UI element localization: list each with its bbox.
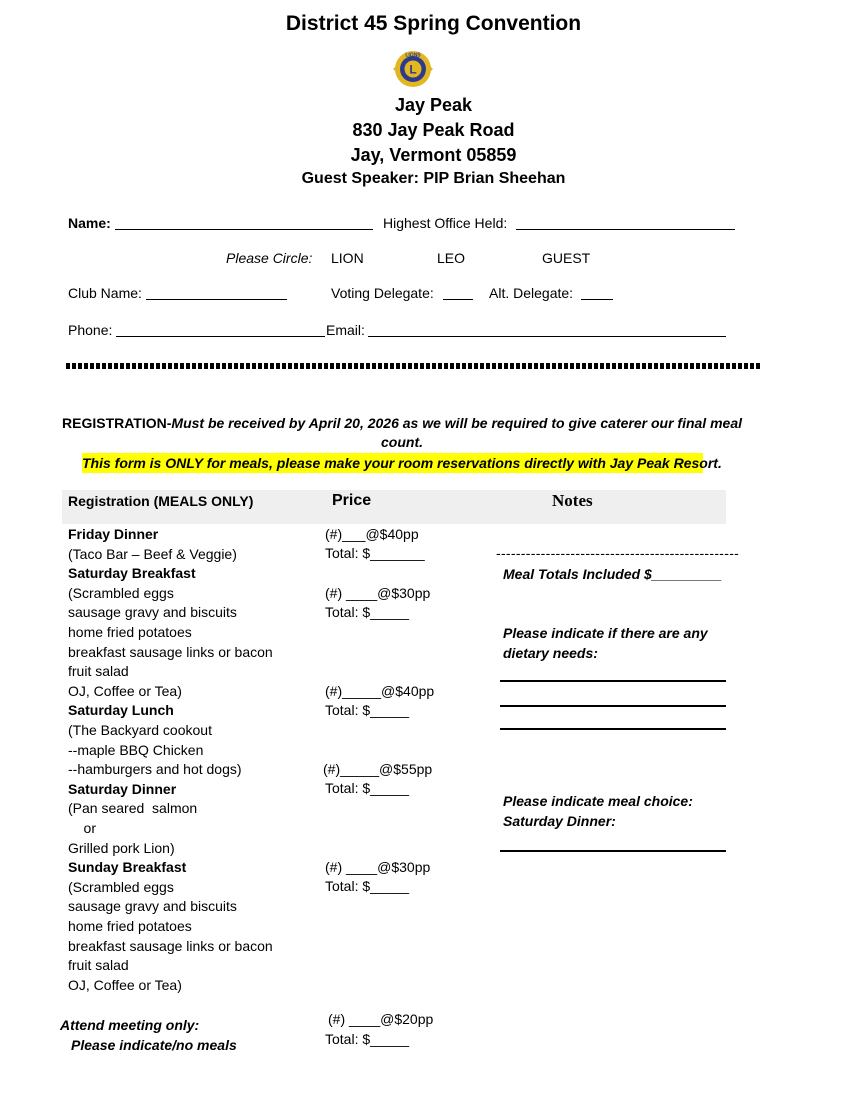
meal-item: home fried potatoes	[68, 918, 192, 934]
cut-line-divider	[66, 363, 762, 369]
price-friday-dinner-qty[interactable]: (#)___@$40pp	[325, 526, 419, 542]
meal-item: home fried potatoes	[68, 624, 192, 640]
venue-address: 830 Jay Peak Road	[352, 120, 515, 140]
meal-item: OJ, Coffee or Tea)	[68, 682, 182, 699]
meal-heading: Friday Dinner	[68, 526, 159, 542]
lions-logo	[390, 48, 436, 90]
meal-heading: Saturday Breakfast	[68, 565, 196, 582]
dietary-line-2[interactable]	[500, 705, 726, 707]
phone-label: Phone:	[68, 322, 113, 338]
dietary-needs-label: Please indicate if there are any dietary needs:	[503, 625, 708, 661]
circle-option-lion[interactable]: LION	[331, 250, 364, 266]
price-sun-breakfast-qty[interactable]: (#) ____@$30pp	[325, 859, 431, 875]
meal-choice-line[interactable]	[500, 850, 726, 852]
meal-item: or	[68, 820, 97, 836]
meal-choice-sat-dinner-label: Saturday Dinner:	[503, 813, 616, 829]
meal-item: OJ, Coffee or Tea)	[68, 976, 182, 993]
meal-item: (Scrambled eggs	[68, 878, 174, 895]
alt-field[interactable]	[581, 299, 613, 300]
attend-only-label: Attend meeting only:	[60, 1017, 200, 1033]
email-field[interactable]	[368, 336, 726, 337]
price-sat-breakfast-qty[interactable]: (#) ____@$30pp	[325, 585, 431, 601]
meal-item: --hamburgers and hot dogs)	[68, 761, 242, 778]
email-label: Email:	[326, 322, 365, 338]
meal-item: fruit salad	[68, 957, 129, 974]
meal-item: --maple BBQ Chicken	[68, 741, 204, 758]
col-header-registration: Registration (MEALS ONLY)	[68, 493, 254, 509]
meal-choice-label: Please indicate meal choice:	[503, 793, 693, 809]
meal-item: (The Backyard cookout	[68, 722, 212, 738]
meal-item: sausage gravy and biscuits	[68, 604, 237, 621]
club-label: Club Name:	[68, 285, 142, 301]
meal-item: breakfast sausage links or bacon	[68, 937, 273, 954]
meal-heading: Sunday Breakfast	[68, 859, 187, 876]
meal-item: breakfast sausage links or bacon	[68, 643, 273, 660]
name-field[interactable]	[115, 229, 373, 230]
attend-no-meals-label: Please indicate/no meals	[71, 1037, 237, 1053]
office-field[interactable]	[516, 229, 735, 230]
price-attend-total[interactable]: Total: $_____	[325, 1031, 410, 1047]
price-friday-dinner-total[interactable]: Total: $_______	[325, 545, 425, 561]
logo-text: LIONS	[405, 52, 421, 59]
circle-label: Please Circle:	[226, 250, 313, 266]
voting-field[interactable]	[443, 299, 473, 300]
office-label: Highest Office Held:	[383, 215, 508, 231]
guest-speaker: Guest Speaker: PIP Brian Sheehan	[301, 170, 566, 187]
circle-option-guest[interactable]: GUEST	[542, 250, 591, 266]
alt-label: Alt. Delegate:	[489, 285, 574, 301]
registration-deadline: Must be received by April 20, 2026 as we will be required to give caterer our final meal count.	[171, 415, 742, 450]
notes-dash-line: -------------------------------------------------	[496, 545, 740, 561]
logo-letter: L	[409, 62, 417, 77]
col-header-price: Price	[332, 492, 372, 509]
meal-heading: Saturday Dinner	[68, 780, 177, 797]
voting-label: Voting Delegate:	[331, 285, 434, 301]
registration-notice	[62, 414, 742, 452]
price-sat-dinner-total[interactable]: Total: $_____	[325, 780, 410, 796]
meal-item: fruit salad	[68, 663, 129, 680]
circle-option-leo[interactable]: LEO	[437, 250, 466, 266]
meal-heading: Saturday Lunch	[68, 702, 174, 719]
price-sun-breakfast-total[interactable]: Total: $_____	[325, 878, 410, 894]
meal-item: Grilled pork Lion)	[68, 839, 175, 856]
price-sat-dinner-qty[interactable]: (#)_____@$55pp	[323, 761, 433, 777]
name-label: Name:	[68, 215, 111, 231]
meal-item: (Scrambled eggs	[68, 584, 174, 601]
registration-lead: REGISTRATION-	[62, 415, 172, 431]
meal-item: (Taco Bar – Beef & Veggie)	[68, 545, 237, 562]
meals-only-highlight: This form is ONLY for meals, please make your room reservations directly with Jay Peak Resort.	[82, 455, 722, 471]
meal-item: (Pan seared salmon	[68, 800, 198, 817]
dietary-line-1[interactable]	[500, 680, 726, 682]
meal-item: sausage gravy and biscuits	[68, 898, 237, 915]
dietary-line-3[interactable]	[500, 728, 726, 730]
venue-name: Jay Peak	[394, 95, 473, 115]
venue-city: Jay, Vermont 05859	[350, 145, 517, 165]
price-attend-qty[interactable]: (#) ____@$20pp	[328, 1011, 434, 1027]
club-field[interactable]	[146, 299, 287, 300]
price-sat-lunch-total[interactable]: Total: $_____	[325, 702, 410, 718]
price-sat-lunch-qty[interactable]: (#)_____@$40pp	[325, 683, 435, 699]
price-sat-breakfast-total[interactable]: Total: $_____	[325, 604, 410, 620]
page-title: District 45 Spring Convention	[285, 12, 582, 35]
meal-totals-field[interactable]: Meal Totals Included $_________	[503, 566, 722, 582]
col-header-notes: Notes	[552, 491, 593, 510]
phone-field[interactable]	[116, 336, 325, 337]
